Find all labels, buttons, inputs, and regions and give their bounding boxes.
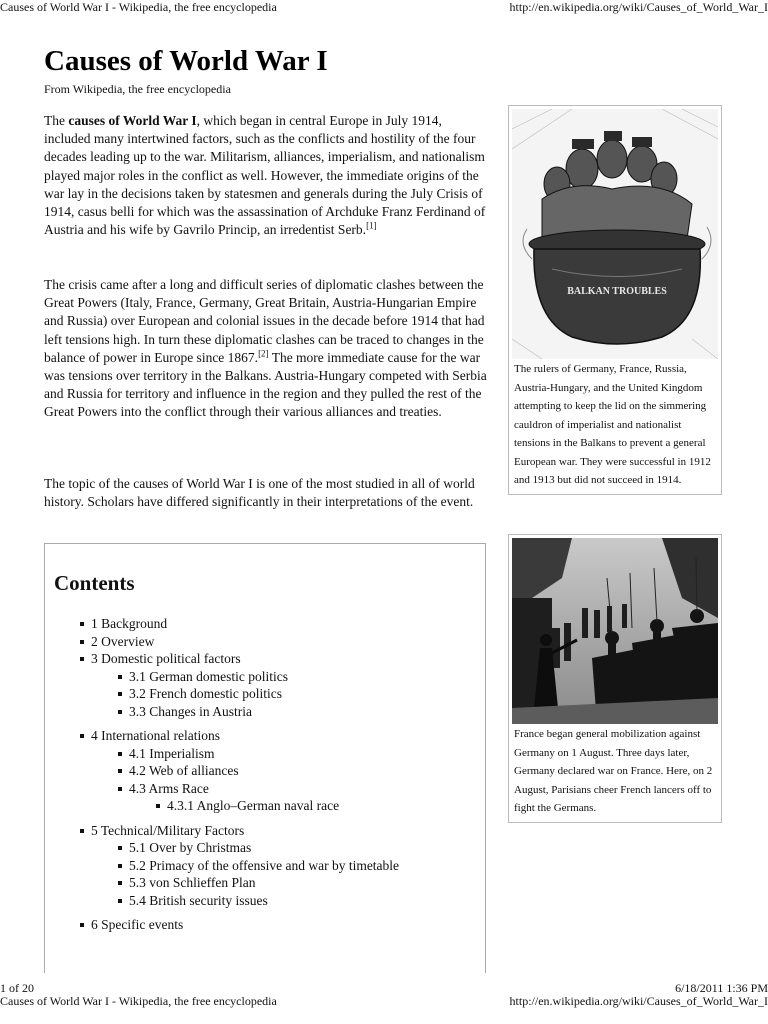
page-number: 1 of 20 — [0, 981, 34, 995]
toc-item-web-of-alliances[interactable]: 4.2 Web of alliances — [129, 762, 471, 780]
page-title: Causes of World War I — [44, 45, 328, 77]
toc-item-overview[interactable]: 2 Overview — [91, 633, 471, 651]
print-header-title: Causes of World War I - Wikipedia, the free encyclopedia — [0, 0, 277, 14]
page-subtitle: From Wikipedia, the free encyclopedia — [44, 82, 231, 96]
intro-paragraph-2: The crisis came after a long and difficult series of diplomatic clashes between the Great Powers (Italy, France, Germany, Great Britain, Austria-Hungarian Empire and Russia) over European and colonial issues in the decade before 1914 that had left tensions high. In turn these diplomatic clashes can be traced to changes in the balance of power in Europe since 1867.[2] The more immediate cause for the war was tensions over territory in the Balkans. Austria-Hungary competed with Serbia and Russia for territory and influence in the region and they pulled the rest of the Great Powers into the conflict through their various alliances and treaties. — [44, 277, 487, 420]
toc-item-background[interactable]: 1 Background — [91, 615, 471, 633]
footer-url[interactable]: http://en.wikipedia.org/wiki/Causes_of_World_War_I — [509, 994, 768, 1008]
toc-item-international-relations[interactable]: 4 International relations 4.1 Imperialism 4.2 Web of alliances 4.3 Arms Race 4.3.1 Anglo–German naval race — [91, 727, 471, 815]
intro-paragraph-3: The topic of the causes of World War I is one of the most studied in all of world history. Scholars have differed significantly in their interpretations of the event. — [44, 476, 475, 510]
toc-item-changes-in-austria[interactable]: 3.3 Changes in Austria — [129, 703, 471, 721]
figure-mobilization — [508, 534, 722, 823]
footer-title: Causes of World War I - Wikipedia, the free encyclopedia — [0, 994, 277, 1008]
mobilization-photo[interactable] — [512, 538, 718, 724]
figure-cartoon — [508, 105, 722, 495]
toc-item-arms-race[interactable]: 4.3 Arms Race 4.3.1 Anglo–German naval race — [129, 780, 471, 815]
toc-item-german-domestic-politics[interactable]: 3.1 German domestic politics — [129, 668, 471, 686]
print-datetime: 6/18/2011 1:36 PM — [675, 981, 768, 995]
reference-link[interactable]: [2] — [258, 348, 269, 359]
table-of-contents — [44, 543, 486, 973]
toc-item-french-domestic-politics[interactable]: 3.2 French domestic politics — [129, 685, 471, 703]
toc-item-specific-events[interactable]: 6 Specific events — [91, 916, 471, 934]
bold-term: causes of World War I — [68, 113, 197, 128]
toc-item-imperialism[interactable]: 4.1 Imperialism — [129, 745, 471, 763]
toc-item-over-by-christmas[interactable]: 5.1 Over by Christmas — [129, 839, 471, 857]
toc-list — [91, 615, 471, 934]
intro-paragraph-1: The causes of World War I, which began in central Europe in July 1914, included many intertwined factors, such as the conflicts and hostility of the four decades leading up to the war. Militarism, alliances, imperialism, and nationalism played major roles in the conflict as well. However, the immediate origins of the war lay in the decisions taken by statesmen and generals during the July Crisis of 1914, casus belli for which was the assassination of Archduke Franz Ferdinand of Austria and his wife by Gavrilo Princip, an irredentist Serb.[1] — [44, 113, 486, 238]
print-header-url[interactable]: http://en.wikipedia.org/wiki/Causes_of_World_War_I — [509, 0, 768, 14]
toc-heading: Contents — [54, 571, 135, 595]
toc-item-domestic-political-factors[interactable]: 3 Domestic political factors 3.1 German domestic politics 3.2 French domestic politics 3.3 Changes in Austria — [91, 650, 471, 720]
toc-item-primacy-of-offensive[interactable]: 5.2 Primacy of the offensive and war by timetable — [129, 857, 471, 875]
toc-item-naval-race[interactable]: 4.3.1 Anglo–German naval race — [167, 797, 471, 815]
toc-item-schlieffen-plan[interactable]: 5.3 von Schlieffen Plan — [129, 874, 471, 892]
figure-caption: France began general mobilization against Germany on 1 August. Three days later, Germany declared war on France. Here, on 2 August, Parisians cheer French lancers off to fight the Germans. — [514, 728, 713, 814]
figure-caption: The rulers of Germany, France, Russia, Austria-Hungary, and the United Kingdom attempting to keep the lid on the simmering cauldron of imperialist and nationalist tensions in the Balkans to prevent a general European war. They were successful in 1912 and 1913 but did not succeed in 1914. — [514, 363, 711, 486]
cauldron-label: BALKAN TROUBLES — [567, 286, 667, 297]
toc-item-technical-military-factors[interactable]: 5 Technical/Military Factors 5.1 Over by Christmas 5.2 Primacy of the offensive and war by timetable 5.3 von Schlieffen Plan 5.4 British security issues — [91, 822, 471, 910]
cartoon-image[interactable] — [512, 109, 718, 359]
toc-item-british-security[interactable]: 5.4 British security issues — [129, 892, 471, 910]
reference-link[interactable]: [1] — [366, 220, 377, 231]
